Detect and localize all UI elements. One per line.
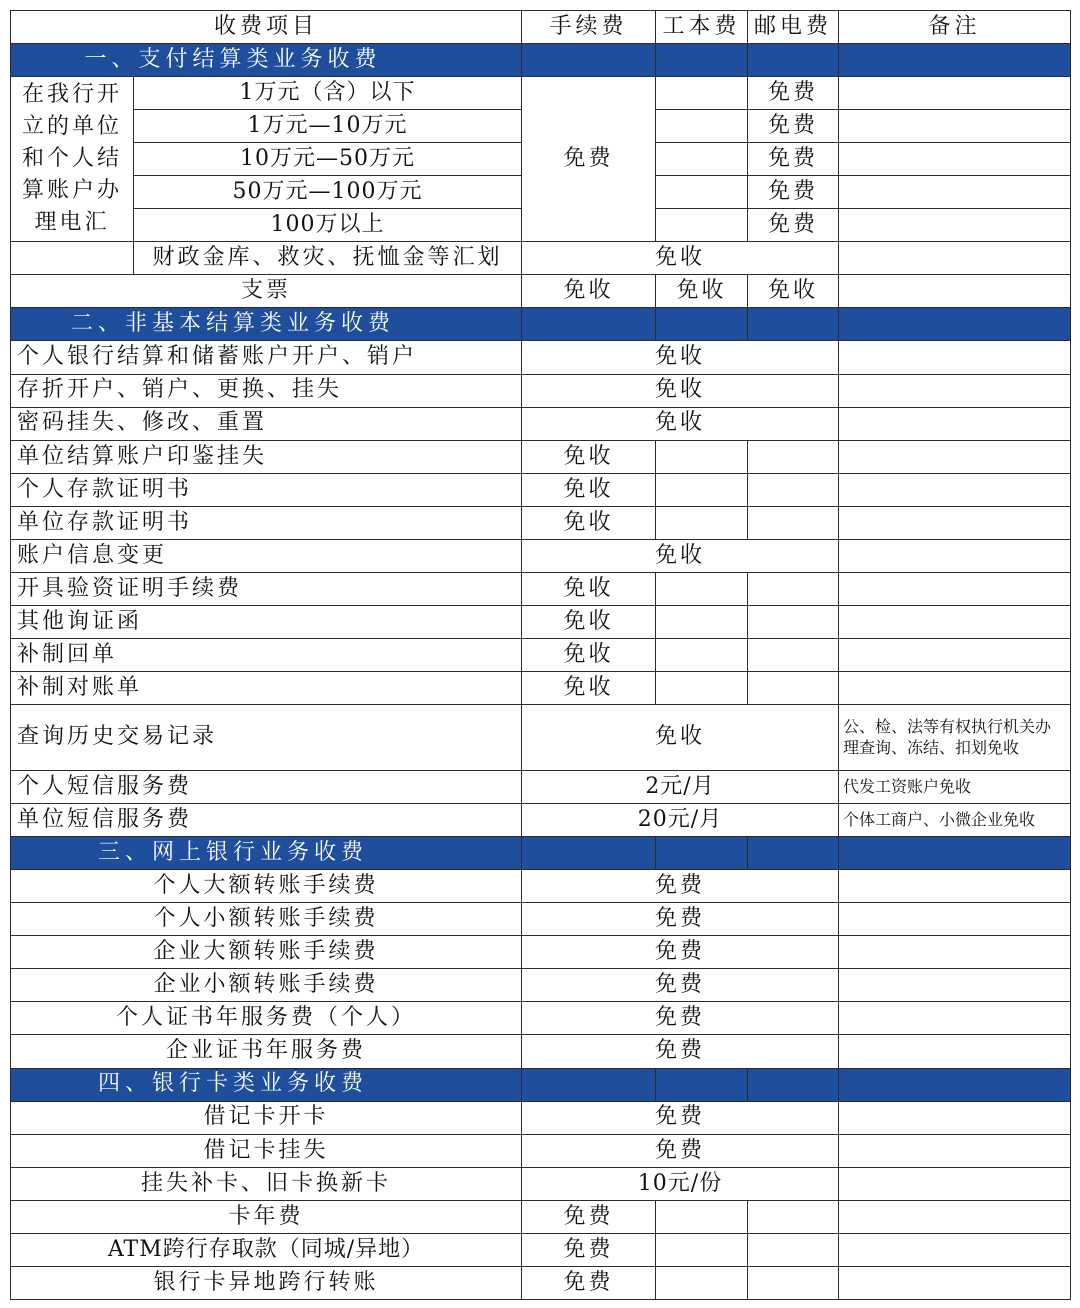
- postal-cell: [748, 1266, 839, 1299]
- row-label: 企业证书年服务费: [11, 1035, 522, 1068]
- row-label: 财政金库、救灾、抚恤金等汇划: [134, 242, 522, 275]
- table-row: [11, 275, 1071, 308]
- note-cell: [839, 638, 1071, 671]
- cost-cell: [656, 77, 748, 110]
- note-cell: [839, 275, 1071, 308]
- note-text: 公、检、法等有权执行机关办理查询、冻结、扣划免收: [839, 704, 1071, 770]
- note-cell: [839, 110, 1071, 143]
- tier-label: 100万以上: [134, 209, 522, 242]
- row-label: 卡年费: [11, 1200, 522, 1233]
- cost-cell: [656, 110, 748, 143]
- row-label: 个人证书年服务费（个人）: [11, 1002, 522, 1035]
- row-value: 免费: [522, 903, 839, 936]
- section-title: 二、非基本结算类业务收费: [11, 308, 522, 341]
- fee-value: 免收: [522, 275, 656, 308]
- table-row: [11, 539, 1071, 572]
- row-value: 免收: [522, 539, 839, 572]
- row-label: 个人大额转账手续费: [11, 870, 522, 903]
- section-header-1: [11, 44, 1071, 77]
- fee-value: 免收: [522, 605, 656, 638]
- header-item: 收费项目: [11, 11, 522, 44]
- header-note: 备注: [839, 11, 1071, 44]
- row-label: 存折开户、销户、更换、挂失: [11, 374, 522, 407]
- cost-cell: [656, 440, 748, 473]
- fee-value: 免费: [522, 1266, 656, 1299]
- row-label: 挂失补卡、旧卡换新卡: [11, 1167, 522, 1200]
- table-row: [11, 1002, 1071, 1035]
- row-label: 个人小额转账手续费: [11, 903, 522, 936]
- table-row: [11, 77, 1071, 110]
- remittance-group-label: 在我行开立的单位和个人结算账户办理电汇: [11, 77, 134, 242]
- cost-cell: [656, 143, 748, 176]
- cost-cell: [656, 473, 748, 506]
- note-cell: [839, 1002, 1071, 1035]
- section-band-cell: [748, 308, 839, 341]
- section-band-cell: [839, 308, 1071, 341]
- row-label: 个人银行结算和储蓄账户开户、销户: [11, 341, 522, 374]
- cost-cell: [656, 671, 748, 704]
- postal-value: 免费: [748, 110, 839, 143]
- row-value: 免费: [522, 870, 839, 903]
- postal-cell: [748, 473, 839, 506]
- table-header-row: [11, 11, 1071, 44]
- postal-cell: [748, 440, 839, 473]
- note-cell: [839, 1266, 1071, 1299]
- row-value: 20元/月: [522, 804, 839, 837]
- table-row: [11, 1035, 1071, 1068]
- postal-cell: [748, 1200, 839, 1233]
- row-label: 企业小额转账手续费: [11, 969, 522, 1002]
- postal-value: 免费: [748, 209, 839, 242]
- section-header-2: [11, 308, 1071, 341]
- row-label: 密码挂失、修改、重置: [11, 407, 522, 440]
- table-row: [11, 605, 1071, 638]
- cost-cell: [656, 1233, 748, 1266]
- row-label: 开具验资证明手续费: [11, 572, 522, 605]
- note-cell: [839, 440, 1071, 473]
- table-row: [11, 1200, 1071, 1233]
- section-band-cell: [748, 1068, 839, 1101]
- section-band-cell: [839, 1068, 1071, 1101]
- section-band-cell: [839, 44, 1071, 77]
- fee-value: 免费: [522, 1200, 656, 1233]
- row-value: 免费: [522, 1134, 839, 1167]
- section-band-cell: [656, 308, 748, 341]
- tier-label: 1万元—10万元: [134, 110, 522, 143]
- row-value: 免费: [522, 1035, 839, 1068]
- note-cell: [839, 1035, 1071, 1068]
- note-cell: [839, 506, 1071, 539]
- row-label: 单位存款证明书: [11, 506, 522, 539]
- note-cell: [839, 969, 1071, 1002]
- row-value: 免收: [522, 374, 839, 407]
- cost-value: 免收: [656, 275, 748, 308]
- section-header-4: [11, 1068, 1071, 1101]
- row-label: ATM跨行存取款（同城/异地）: [11, 1233, 522, 1266]
- note-cell: [839, 176, 1071, 209]
- fee-value: 免收: [522, 572, 656, 605]
- note-cell: [839, 209, 1071, 242]
- row-value: 免收: [522, 242, 839, 275]
- remittance-fee-merged: 免费: [522, 77, 656, 242]
- cost-cell: [656, 572, 748, 605]
- row-label: 补制回单: [11, 638, 522, 671]
- note-cell: [839, 1233, 1071, 1266]
- table-row: [11, 771, 1071, 804]
- table-row: [11, 870, 1071, 903]
- row-value: 免费: [522, 936, 839, 969]
- tier-label: 1万元（含）以下: [134, 77, 522, 110]
- header-cost: 工本费: [656, 11, 748, 44]
- row-value: 免费: [522, 969, 839, 1002]
- cost-cell: [656, 1266, 748, 1299]
- postal-value: 免费: [748, 143, 839, 176]
- row-label: 补制对账单: [11, 671, 522, 704]
- row-label: 单位结算账户印鉴挂失: [11, 440, 522, 473]
- section-band-cell: [656, 44, 748, 77]
- note-cell: [839, 605, 1071, 638]
- row-value: 免费: [522, 1101, 839, 1134]
- row-value: 免费: [522, 1002, 839, 1035]
- row-label: 银行卡异地跨行转账: [11, 1266, 522, 1299]
- header-fee: 手续费: [522, 11, 656, 44]
- fee-value: 免费: [522, 1233, 656, 1266]
- section-band-cell: [656, 1068, 748, 1101]
- row-label: 借记卡挂失: [11, 1134, 522, 1167]
- fee-value: 免收: [522, 473, 656, 506]
- cost-cell: [656, 605, 748, 638]
- fee-value: 免收: [522, 671, 656, 704]
- cost-cell: [656, 209, 748, 242]
- note-text: 个体工商户、小微企业免收: [839, 804, 1071, 837]
- postal-cell: [748, 506, 839, 539]
- note-cell: [839, 1101, 1071, 1134]
- row-label: 其他询证函: [11, 605, 522, 638]
- table-row: [11, 407, 1071, 440]
- row-label: 个人存款证明书: [11, 473, 522, 506]
- cost-cell: [656, 506, 748, 539]
- row-label: 单位短信服务费: [11, 804, 522, 837]
- row-label: 企业大额转账手续费: [11, 936, 522, 969]
- row-label: 借记卡开卡: [11, 1101, 522, 1134]
- tier-label: 10万元—50万元: [134, 143, 522, 176]
- postal-cell: [748, 1233, 839, 1266]
- postal-cell: [748, 671, 839, 704]
- note-cell: [839, 1200, 1071, 1233]
- note-cell: [839, 870, 1071, 903]
- table-row: [11, 1266, 1071, 1299]
- row-label: 查询历史交易记录: [11, 704, 522, 770]
- table-row: [11, 242, 1071, 275]
- table-row: [11, 903, 1071, 936]
- note-cell: [839, 341, 1071, 374]
- row-value: 免收: [522, 407, 839, 440]
- table-row: [11, 804, 1071, 837]
- header-postal: 邮电费: [748, 11, 839, 44]
- note-cell: [839, 77, 1071, 110]
- section-band-cell: [839, 837, 1071, 870]
- note-cell: [839, 374, 1071, 407]
- table-row: [11, 506, 1071, 539]
- table-row: [11, 1101, 1071, 1134]
- row-label: 个人短信服务费: [11, 771, 522, 804]
- row-value: 免收: [522, 704, 839, 770]
- section-header-3: [11, 837, 1071, 870]
- cost-cell: [656, 176, 748, 209]
- cost-cell: [656, 638, 748, 671]
- row-value: 10元/份: [522, 1167, 839, 1200]
- tier-label: 50万元—100万元: [134, 176, 522, 209]
- note-cell: [839, 1134, 1071, 1167]
- postal-value: 免收: [748, 275, 839, 308]
- table-row: [11, 572, 1071, 605]
- section-band-cell: [522, 308, 656, 341]
- note-cell: [839, 936, 1071, 969]
- note-cell: [839, 407, 1071, 440]
- table-row: [11, 704, 1071, 770]
- table-row: [11, 936, 1071, 969]
- note-cell: [839, 473, 1071, 506]
- table-row: [11, 638, 1071, 671]
- fee-schedule-table: [10, 10, 1071, 1300]
- table-row: [11, 440, 1071, 473]
- postal-value: 免费: [748, 176, 839, 209]
- fee-value: 免收: [522, 638, 656, 671]
- table-row: [11, 1233, 1071, 1266]
- note-cell: [839, 671, 1071, 704]
- table-row: [11, 1167, 1071, 1200]
- cost-cell: [656, 1200, 748, 1233]
- section-title: 四、银行卡类业务收费: [11, 1068, 522, 1101]
- section-band-cell: [748, 837, 839, 870]
- section-band-cell: [522, 1068, 656, 1101]
- row-label: 账户信息变更: [11, 539, 522, 572]
- fee-value: 免收: [522, 440, 656, 473]
- postal-value: 免费: [748, 77, 839, 110]
- table-row: [11, 969, 1071, 1002]
- section-band-cell: [748, 44, 839, 77]
- postal-cell: [748, 572, 839, 605]
- row-label: 支票: [11, 275, 522, 308]
- postal-cell: [748, 638, 839, 671]
- section-title: 一、支付结算类业务收费: [11, 44, 522, 77]
- section-band-cell: [656, 837, 748, 870]
- row-value: 2元/月: [522, 771, 839, 804]
- section-band-cell: [522, 837, 656, 870]
- note-text: 代发工资账户免收: [839, 771, 1071, 804]
- table-row: [11, 671, 1071, 704]
- table-row: [11, 341, 1071, 374]
- note-cell: [839, 539, 1071, 572]
- note-cell: [839, 1167, 1071, 1200]
- group-blank-cell: [11, 242, 134, 275]
- table-row: [11, 1134, 1071, 1167]
- row-value: 免收: [522, 341, 839, 374]
- section-title: 三、网上银行业务收费: [11, 837, 522, 870]
- note-cell: [839, 572, 1071, 605]
- fee-value: 免收: [522, 506, 656, 539]
- postal-cell: [748, 605, 839, 638]
- note-cell: [839, 143, 1071, 176]
- table-row: [11, 374, 1071, 407]
- note-cell: [839, 903, 1071, 936]
- note-cell: [839, 242, 1071, 275]
- table-row: [11, 473, 1071, 506]
- section-band-cell: [522, 44, 656, 77]
